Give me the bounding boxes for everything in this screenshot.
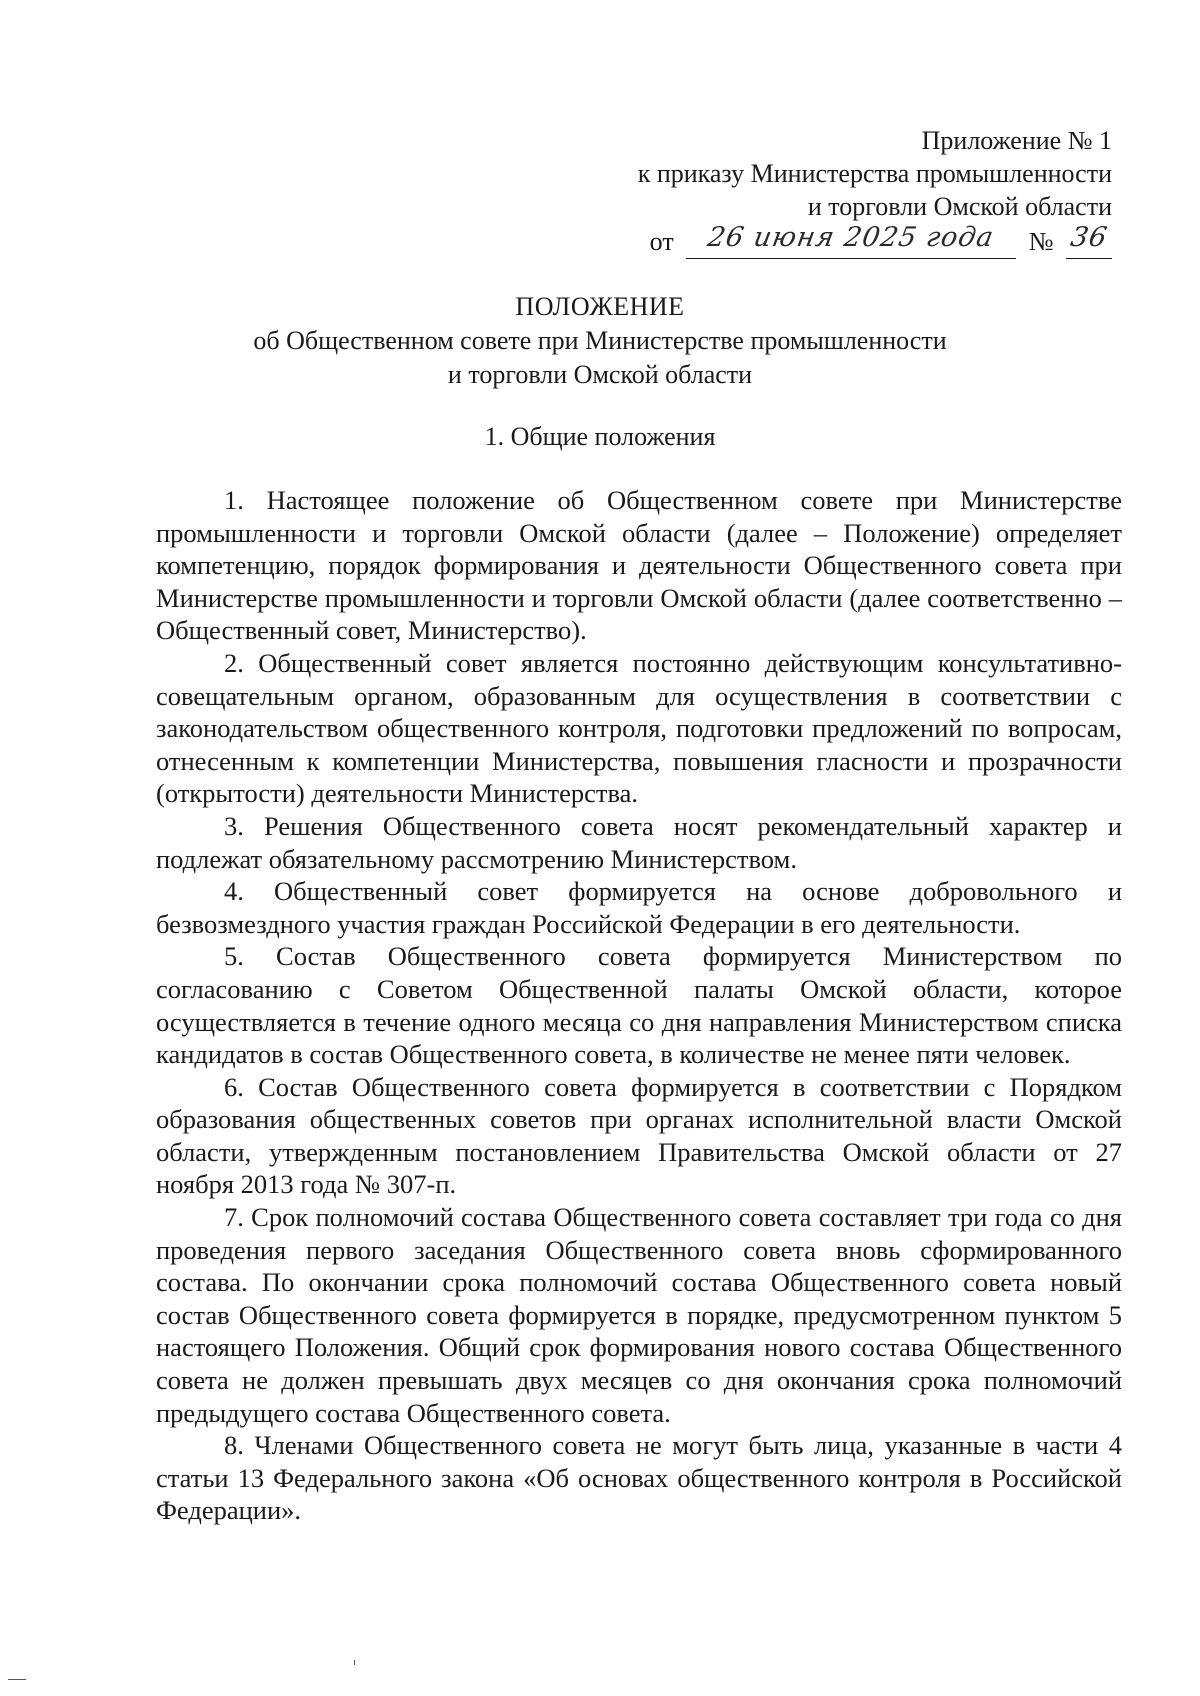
- attachment-order-ref: к приказу Министерства промышленности: [637, 159, 1112, 188]
- paragraph-6: 6. Состав Общественного совета формируется в соответствии с Порядком образования общественных советов при органах исполнительной власти Омской области, утвержденным постановлением Правительства Омской области от 27 ноября 2013 года № 307-п.: [156, 1071, 1122, 1200]
- section-heading: 1. Общие положения: [484, 422, 716, 451]
- order-number-field: [1066, 222, 1112, 259]
- document-body: [156, 484, 1122, 1527]
- number-label: №: [1028, 227, 1054, 256]
- document-subtitle-line-2: и торговли Омской области: [447, 360, 753, 389]
- document-subtitle-line-1: об Общественном совете при Министерстве промышленности: [253, 326, 947, 355]
- document-title: ПОЛОЖЕНИЕ: [515, 292, 685, 321]
- paragraph-8: 8. Членами Общественного совета не могут быть лица, указанные в части 4 статьи 13 Федерального закона «Об основах общественного контроля в Российской Федерации».: [156, 1430, 1122, 1526]
- attachment-number: Приложение № 1: [921, 126, 1112, 155]
- paragraph-1: 1. Настоящее положение об Общественном совете при Министерстве промышленности и торговли Омской области (далее – Положение) определяет компетенцию, порядок формирования и деятельности Общественного совета при Министерстве промышленности и торговли Омской области (далее соответственно – Общественный совет, Министерство).: [156, 485, 1122, 646]
- paragraph-3: 3. Решения Общественного совета носят рекомендательный характер и подлежат обязательному рассмотрению Министерством.: [156, 810, 1122, 874]
- attachment-header: [638, 124, 1112, 265]
- order-date-handwritten: 26 июня 2025 года: [705, 222, 997, 253]
- paragraph-5: 5. Состав Общественного совета формируется Министерством по согласованию с Советом Общественной палаты Омской области, которое осуществляется в течение одного месяца со дня направления Министерством списка кандидатов в состав Общественного совета, в количестве не менее пяти человек.: [156, 941, 1122, 1070]
- document-title-block: [0, 290, 1200, 392]
- order-date-field: [686, 222, 1016, 259]
- scan-artifact-center: [354, 1660, 355, 1665]
- order-number-handwritten: 36: [1068, 222, 1110, 253]
- from-label: от: [649, 227, 674, 256]
- order-date-number-line: [638, 222, 1112, 265]
- attachment-ministry: и торговли Омской области: [807, 192, 1112, 221]
- paragraph-2: 2. Общественный совет является постоянно действующим консультативно-совещательным органом, образованным для осуществления в соответствии с законодательством общественного контроля, подготовки предложений по вопросам, отнесенным к компетенции Министерства, повышения гласности и прозрачности (открытости) деятельности Министерства.: [156, 647, 1122, 809]
- paragraph-4: 4. Общественный совет формируется на основе добровольного и безвозмездного участия граждан Российской Федерации в его деятельности.: [156, 876, 1122, 939]
- paragraph-7: 7. Срок полномочий состава Общественного совета составляет три года со дня проведения первого заседания Общественного совета вновь сформированного состава. По окончании срока полномочий состава Общественного совета новый состав Общественного совета формируется в порядке, предусмотренном пунктом 5 настоящего Положения. Общий срок формирования нового состава Общественного совета не должен превышать двух месяцев со дня окончания срока полномочий предыдущего состава Общественного совета.: [156, 1202, 1122, 1428]
- scan-artifact-left: [8, 1679, 26, 1680]
